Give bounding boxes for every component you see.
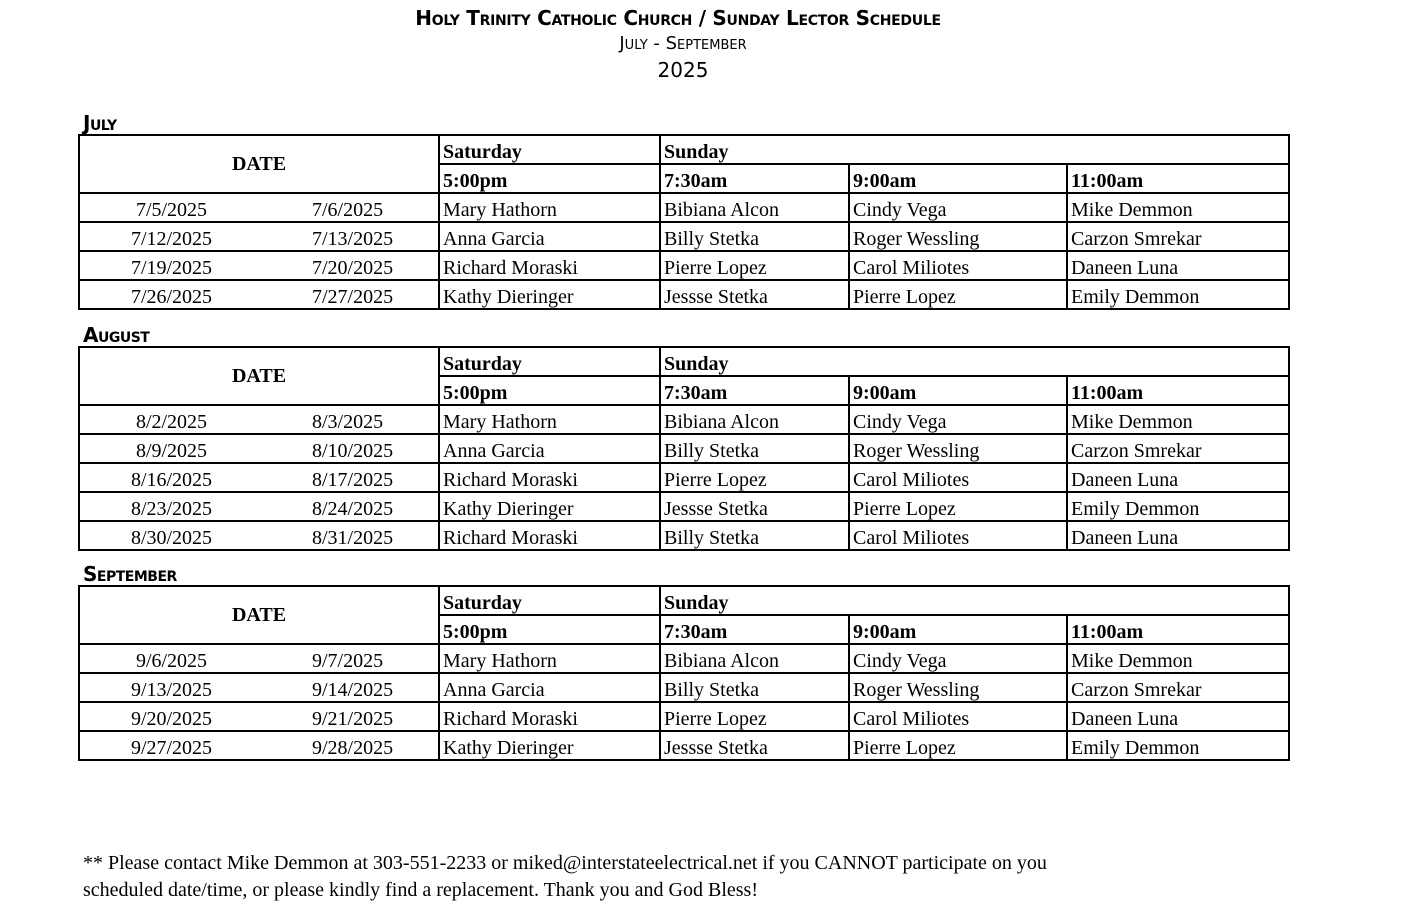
saturday-500pm-lector: Kathy Dieringer [439,280,660,309]
saturday-date-cell: 8/2/2025 [79,405,260,434]
table-row [79,251,1289,280]
sunday-730am-lector: Billy Stetka [660,673,849,702]
saturday-header: Saturday [439,347,660,376]
saturday-500pm-lector: Anna Garcia [439,434,660,463]
table-row [79,405,1289,434]
time-header-730am: 7:30am [660,164,849,193]
table-row [79,280,1289,309]
sunday-date-cell: 9/28/2025 [260,731,439,760]
table-row [79,731,1289,760]
table-row [79,193,1289,222]
table-row [79,463,1289,492]
saturday-500pm-lector: Richard Moraski [439,702,660,731]
sunday-date-cell: 7/20/2025 [260,251,439,280]
schedule-table-july [78,134,1290,310]
sunday-date-cell: 8/24/2025 [260,492,439,521]
sunday-1100am-lector: Daneen Luna [1067,521,1289,550]
saturday-500pm-lector: Mary Hathorn [439,405,660,434]
time-header-1100am: 11:00am [1067,164,1289,193]
time-header-900am: 9:00am [849,164,1067,193]
saturday-date-cell: 7/19/2025 [79,251,260,280]
sunday-900am-lector: Carol Miliotes [849,251,1067,280]
month-label-august: August [83,323,150,347]
sunday-900am-lector: Carol Miliotes [849,521,1067,550]
table-row [79,222,1289,251]
schedule-table-september [78,585,1290,761]
saturday-date-cell: 8/9/2025 [79,434,260,463]
saturday-date-cell: 8/30/2025 [79,521,260,550]
header-row-days [79,135,1289,164]
time-header-730am: 7:30am [660,615,849,644]
table-row [79,702,1289,731]
sunday-730am-lector: Bibiana Alcon [660,644,849,673]
sunday-date-cell: 8/17/2025 [260,463,439,492]
saturday-date-cell: 9/6/2025 [79,644,260,673]
saturday-date-cell: 8/16/2025 [79,463,260,492]
sunday-900am-lector: Carol Miliotes [849,702,1067,731]
saturday-500pm-lector: Richard Moraski [439,521,660,550]
sunday-1100am-lector: Emily Demmon [1067,280,1289,309]
saturday-date-cell: 9/20/2025 [79,702,260,731]
saturday-500pm-lector: Anna Garcia [439,222,660,251]
sunday-900am-lector: Pierre Lopez [849,731,1067,760]
sunday-1100am-lector: Carzon Smrekar [1067,434,1289,463]
page-year: 2025 [657,58,709,82]
sunday-1100am-lector: Emily Demmon [1067,492,1289,521]
sunday-730am-lector: Billy Stetka [660,222,849,251]
sunday-header: Sunday [660,135,1289,164]
sunday-730am-lector: Pierre Lopez [660,463,849,492]
sunday-730am-lector: Jessse Stetka [660,492,849,521]
sunday-1100am-lector: Mike Demmon [1067,405,1289,434]
time-header-900am: 9:00am [849,376,1067,405]
sunday-730am-lector: Bibiana Alcon [660,193,849,222]
saturday-header: Saturday [439,135,660,164]
saturday-date-cell: 7/5/2025 [79,193,260,222]
sunday-1100am-lector: Daneen Luna [1067,251,1289,280]
header-row-days [79,347,1289,376]
time-header-1100am: 11:00am [1067,376,1289,405]
saturday-date-cell: 8/23/2025 [79,492,260,521]
time-header-730am: 7:30am [660,376,849,405]
sunday-900am-lector: Carol Miliotes [849,463,1067,492]
sunday-730am-lector: Jessse Stetka [660,280,849,309]
schedule-table-august [78,346,1290,551]
page-title: Holy Trinity Catholic Church / Sunday Lector Schedule [415,6,941,30]
saturday-date-cell: 7/26/2025 [79,280,260,309]
sunday-1100am-lector: Daneen Luna [1067,463,1289,492]
sunday-date-cell: 9/21/2025 [260,702,439,731]
saturday-date-cell: 9/13/2025 [79,673,260,702]
saturday-500pm-lector: Kathy Dieringer [439,731,660,760]
sunday-date-cell: 8/10/2025 [260,434,439,463]
contact-note-line-2: scheduled date/time, or please kindly find a replacement. Thank you and God Bless! [83,879,758,901]
time-header-500pm: 5:00pm [439,164,660,193]
sunday-900am-lector: Roger Wessling [849,222,1067,251]
sunday-1100am-lector: Emily Demmon [1067,731,1289,760]
sunday-date-cell: 8/3/2025 [260,405,439,434]
sunday-730am-lector: Pierre Lopez [660,251,849,280]
sunday-date-cell: 7/6/2025 [260,193,439,222]
page-subtitle: July - September [619,33,747,54]
saturday-500pm-lector: Anna Garcia [439,673,660,702]
saturday-500pm-lector: Richard Moraski [439,251,660,280]
table-row [79,673,1289,702]
sunday-900am-lector: Pierre Lopez [849,280,1067,309]
table-row [79,521,1289,550]
sunday-header: Sunday [660,347,1289,376]
sunday-900am-lector: Cindy Vega [849,193,1067,222]
date-header: DATE [79,135,439,193]
sunday-1100am-lector: Carzon Smrekar [1067,222,1289,251]
sunday-900am-lector: Pierre Lopez [849,492,1067,521]
date-header: DATE [79,586,439,644]
table-row [79,434,1289,463]
sunday-date-cell: 8/31/2025 [260,521,439,550]
sunday-date-cell: 9/14/2025 [260,673,439,702]
sunday-1100am-lector: Mike Demmon [1067,193,1289,222]
sunday-1100am-lector: Mike Demmon [1067,644,1289,673]
sunday-date-cell: 7/13/2025 [260,222,439,251]
time-header-500pm: 5:00pm [439,376,660,405]
time-header-900am: 9:00am [849,615,1067,644]
month-label-july: July [83,111,117,135]
saturday-500pm-lector: Richard Moraski [439,463,660,492]
table-row [79,644,1289,673]
saturday-date-cell: 9/27/2025 [79,731,260,760]
time-header-1100am: 11:00am [1067,615,1289,644]
sunday-730am-lector: Bibiana Alcon [660,405,849,434]
sunday-header: Sunday [660,586,1289,615]
sunday-date-cell: 7/27/2025 [260,280,439,309]
contact-note-line-1: ** Please contact Mike Demmon at 303-551-2233 or miked@interstateelectrical.net if you CANNOT participate on you [83,852,1047,874]
saturday-500pm-lector: Mary Hathorn [439,193,660,222]
header-row-days [79,586,1289,615]
sunday-730am-lector: Pierre Lopez [660,702,849,731]
sunday-1100am-lector: Carzon Smrekar [1067,673,1289,702]
saturday-500pm-lector: Kathy Dieringer [439,492,660,521]
sunday-900am-lector: Cindy Vega [849,405,1067,434]
table-row [79,492,1289,521]
sunday-date-cell: 9/7/2025 [260,644,439,673]
sunday-730am-lector: Billy Stetka [660,434,849,463]
saturday-500pm-lector: Mary Hathorn [439,644,660,673]
saturday-date-cell: 7/12/2025 [79,222,260,251]
sunday-730am-lector: Jessse Stetka [660,731,849,760]
contact-note [83,850,1183,904]
sunday-730am-lector: Billy Stetka [660,521,849,550]
time-header-500pm: 5:00pm [439,615,660,644]
sunday-900am-lector: Roger Wessling [849,673,1067,702]
sunday-900am-lector: Roger Wessling [849,434,1067,463]
sunday-1100am-lector: Daneen Luna [1067,702,1289,731]
month-label-september: September [83,562,177,586]
date-header: DATE [79,347,439,405]
saturday-header: Saturday [439,586,660,615]
sunday-900am-lector: Cindy Vega [849,644,1067,673]
